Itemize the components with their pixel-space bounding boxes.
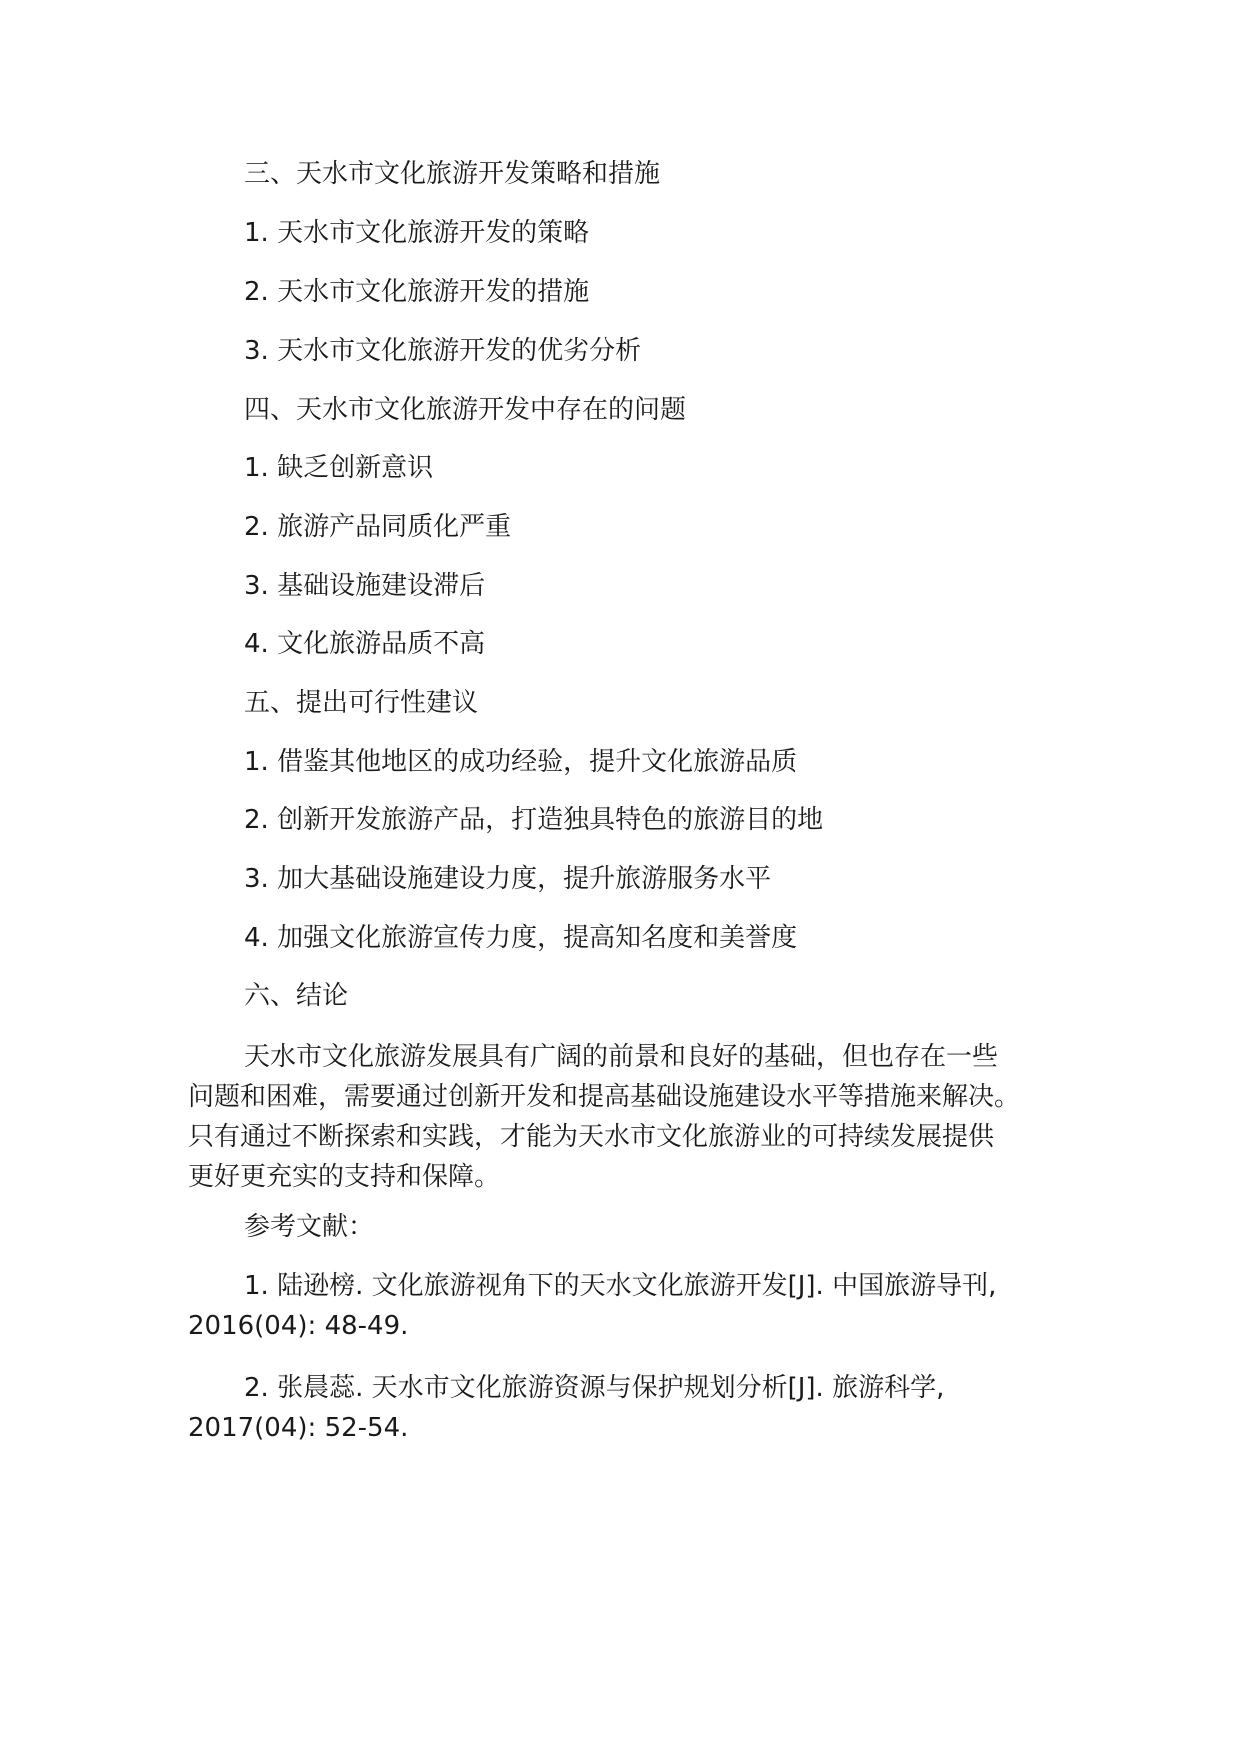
section-heading-5: 五、提出可行性建议	[244, 688, 479, 718]
list-item: 1. 天水市文化旅游开发的策略	[244, 218, 590, 248]
list-item: 2. 天水市文化旅游开发的措施	[244, 277, 590, 307]
reference-line: 2017(04): 52-54.	[188, 1413, 409, 1443]
reference-entry	[188, 1266, 1088, 1346]
list-item: 4. 加强文化旅游宣传力度，提高知名度和美誉度	[244, 923, 798, 953]
paragraph-line: 问题和困难，需要通过创新开发和提高基础设施建设水平等措施来解决。	[188, 1082, 1021, 1112]
paragraph-line: 天水市文化旅游发展具有广阔的前景和良好的基础，但也存在一些	[244, 1042, 999, 1072]
references-heading: 参考文献：	[244, 1212, 375, 1242]
reference-line: 2016(04): 48-49.	[188, 1311, 409, 1341]
reference-line: 1. 陆逊榜. 文化旅游视角下的天水文化旅游开发[J]. 中国旅游导刊,	[244, 1271, 997, 1301]
conclusion-paragraph	[188, 1037, 1088, 1197]
paragraph-line: 更好更充实的支持和保障。	[188, 1162, 501, 1192]
list-item: 3. 天水市文化旅游开发的优劣分析	[244, 336, 642, 366]
list-item: 4. 文化旅游品质不高	[244, 629, 486, 659]
reference-entry	[188, 1368, 1088, 1448]
list-item: 1. 缺乏创新意识	[244, 453, 434, 483]
section-heading-3: 三、天水市文化旅游开发策略和措施	[244, 159, 661, 189]
reference-line: 2. 张晨蕊. 天水市文化旅游资源与保护规划分析[J]. 旅游科学,	[244, 1373, 945, 1403]
paragraph-line: 只有通过不断探索和实践，才能为天水市文化旅游业的可持续发展提供	[188, 1122, 995, 1152]
section-heading-4: 四、天水市文化旅游开发中存在的问题	[244, 395, 687, 425]
list-item: 1. 借鉴其他地区的成功经验，提升文化旅游品质	[244, 747, 798, 777]
list-item: 2. 旅游产品同质化严重	[244, 512, 512, 542]
list-item: 3. 加大基础设施建设力度，提升旅游服务水平	[244, 864, 772, 894]
list-item: 3. 基础设施建设滞后	[244, 571, 486, 601]
list-item: 2. 创新开发旅游产品，打造独具特色的旅游目的地	[244, 805, 824, 835]
section-heading-6: 六、结论	[244, 981, 349, 1011]
